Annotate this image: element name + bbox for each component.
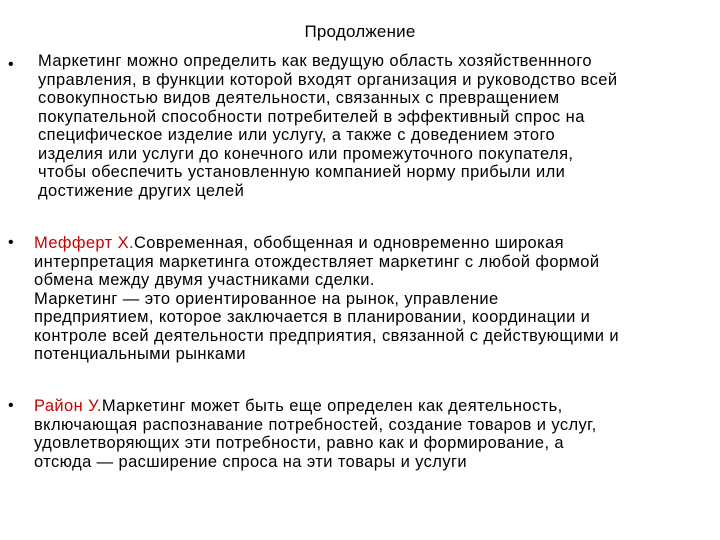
item-body: Маркетинг может быть еще определен как деятельность, включающая распознавание потребностей, создание товаров и услуг, удовлетворяющих эти потребности, равно как и формирование, а отсюда — расширение спроса на эти товары и услуги [34,397,597,471]
item-body: Современная, обобщенная и одновременно широкая интерпретация маркетинга отождествляет маркетинг с любой формой обмена между двумя участниками сделки. Маркетинг — это ориентированное на рынок, управление предприятием, которое заключается в планировании, координации и контроле всей деятельности предприятия, связанной с действующими и потенциальными рынками [34,234,619,363]
item-body: Маркетинг можно определить как ведущую область хозяйственнного управления, в функции которой входят организация и руководство всей совокупностью видов деятельности, связанных с превращением покупательной способности потребителей в эффективный спрос на специфическое изделие или услугу, а также с доведением этого изделия или услуги до конечного или промежуточного покупателя, чтобы обеспечить установленную компанией норму прибыли или достижение других целей [38,52,618,200]
bullet-text [38,52,716,200]
author-name: Мефферт Х. [34,234,134,252]
bullet-text [34,397,716,471]
bullet-icon: • [8,234,14,251]
author-name: Район У. [34,397,102,415]
slide-title: Продолжение [304,22,416,41]
bullet-text [34,234,716,364]
bullet-icon: • [8,397,14,414]
bullet-icon: • [8,56,14,73]
